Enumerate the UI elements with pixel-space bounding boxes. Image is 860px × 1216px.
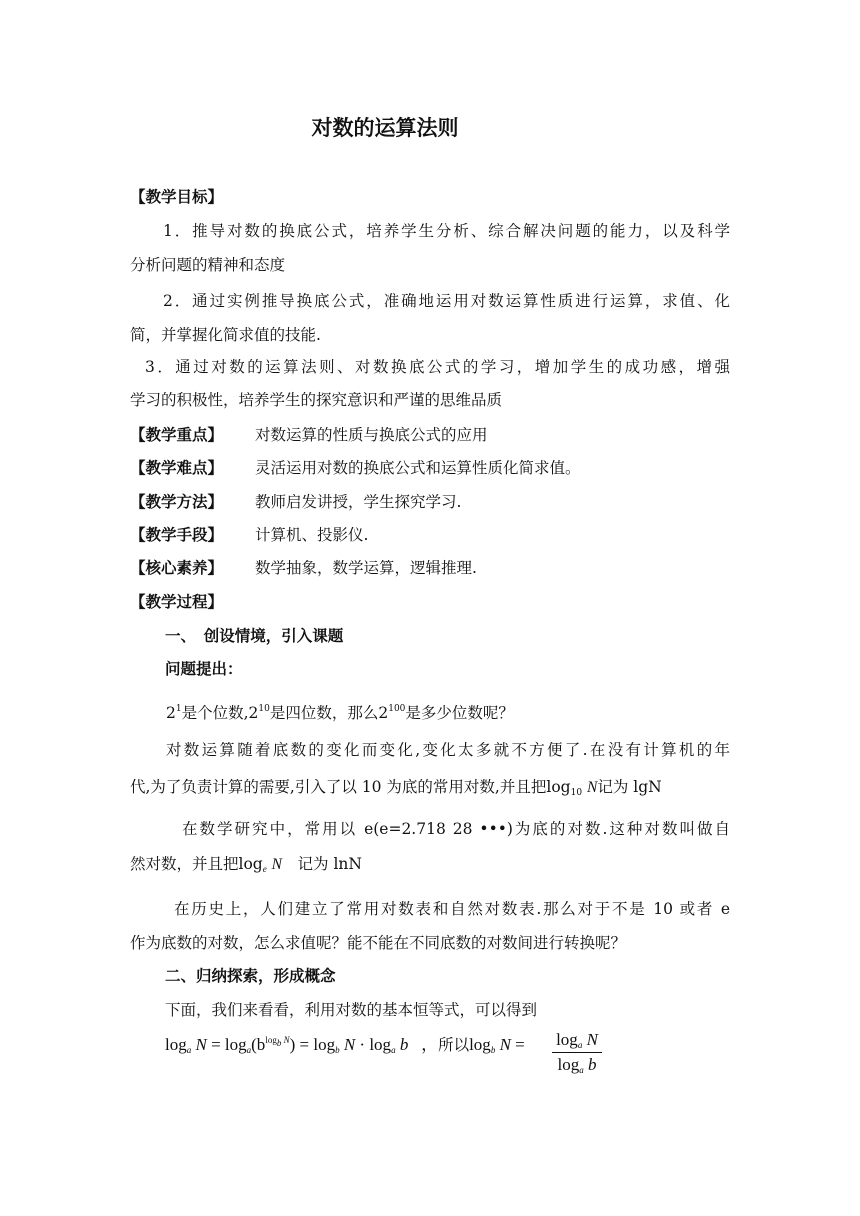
goal-2-line-2: 简，并掌握化简求值的技能. [130,326,321,344]
para-3-line-2: 作为底数的对数，怎么求值呢？能不能在不同底数的对数间进行转换呢？ [130,934,627,952]
goal-3-line-1: 3．通过对数的运算法则、对数换底公式的学习，增加学生的成功感，增强 [145,358,730,376]
q-exp-3: 100 [388,704,406,714]
meta-row-focus [130,418,740,452]
q-exp-1: 1 [175,704,182,714]
goal-1-line-1: 1．推导对数的换底公式，培养学生分析、综合解决问题的能力，以及科学 [163,222,730,240]
para-2-text-end: 记为 lnN [297,855,362,873]
change-of-base-derivation: $\log_a N = \log_a(b^{log_b N}) = \log_b N \cdot \log_a b$ ，所以$\log_b N$ = [165,1035,525,1055]
para-1-line-2 [130,770,740,810]
step-1-heading: 一、 创设情境，引入课题 [165,627,344,645]
meta-label: 【教学手段】 [130,526,224,544]
goal-1-line-2: 分析问题的精神和态度 [130,256,286,274]
meta-label: 【教学方法】 [130,493,224,511]
meta-value: 教师启发讲授，学生探究学习. [255,493,462,511]
meta-row-difficulty [130,451,740,485]
q-text-3: 是多少位数呢？ [405,704,514,722]
q-exp-2: 10 [258,704,270,714]
q-text-2: 是四位数，那么2 [269,704,389,722]
step-2-heading: 二、归纳探索，形成概念 [165,967,336,985]
meta-label: 【核心素养】 [130,559,224,577]
para-3-line-1: 在历史上，人们建立了常用对数表和自然对数表.那么对于不是 10 或者 e [174,900,730,918]
process-header: 【教学过程】 [130,593,224,611]
para-1-line-1: 对数运算随着底数的变化而变化,变化太多就不方便了.在没有计算机的年 [166,741,730,759]
log-expression: $\log_e N$ [238,855,283,874]
meta-value: 数学抽象，数学运算，逻辑推理. [255,559,477,577]
meta-row-literacy [130,551,740,585]
para-2-text: 然对数，并且把 [130,855,239,873]
para-2-line-1: 在数学研究中，常用以 e(e=2.718 28 •••)为底的对数.这种对数叫做自 [182,820,730,838]
meta-row-method [130,485,740,519]
meta-value: 对数运算的性质与换底公式的应用 [255,426,488,444]
meta-row-tools [130,518,740,552]
meta-label: 【教学难点】 [130,459,224,477]
change-of-base-fraction: $\frac{\log_a N}{\log_a b}$ [552,1030,602,1075]
para-1-text: 代,为了负责计算的需要,引入了以 10 为底的常用对数,并且把 [130,778,547,796]
para-1-text-end: 记为 lgN [597,778,662,796]
goal-2-line-1: 2．通过实例推导换底公式，准确地运用对数运算性质进行运算，求值、化 [163,292,730,310]
question-text [166,692,776,730]
q-text-1: 是个位数,2 [181,704,259,722]
para-4: 下面，我们来看看，利用对数的基本恒等式，可以得到 [165,1001,538,1019]
meta-value: 计算机、投影仪. [255,526,369,544]
log-expression: $\log_{10} N$ [546,778,598,798]
goals-header: 【教学目标】 [130,188,224,206]
meta-label: 【教学重点】 [130,426,224,444]
goal-3-line-2: 学习的积极性，培养学生的探究意识和严谨的思维品质 [130,391,503,409]
meta-value: 灵活运用对数的换底公式和运算性质化简求值。 [255,459,581,477]
para-2-line-2 [130,847,740,886]
page-title: 对数的运算法则 [311,116,459,140]
question-label: 问题提出： [165,660,243,678]
q-base: 2 [166,704,176,722]
